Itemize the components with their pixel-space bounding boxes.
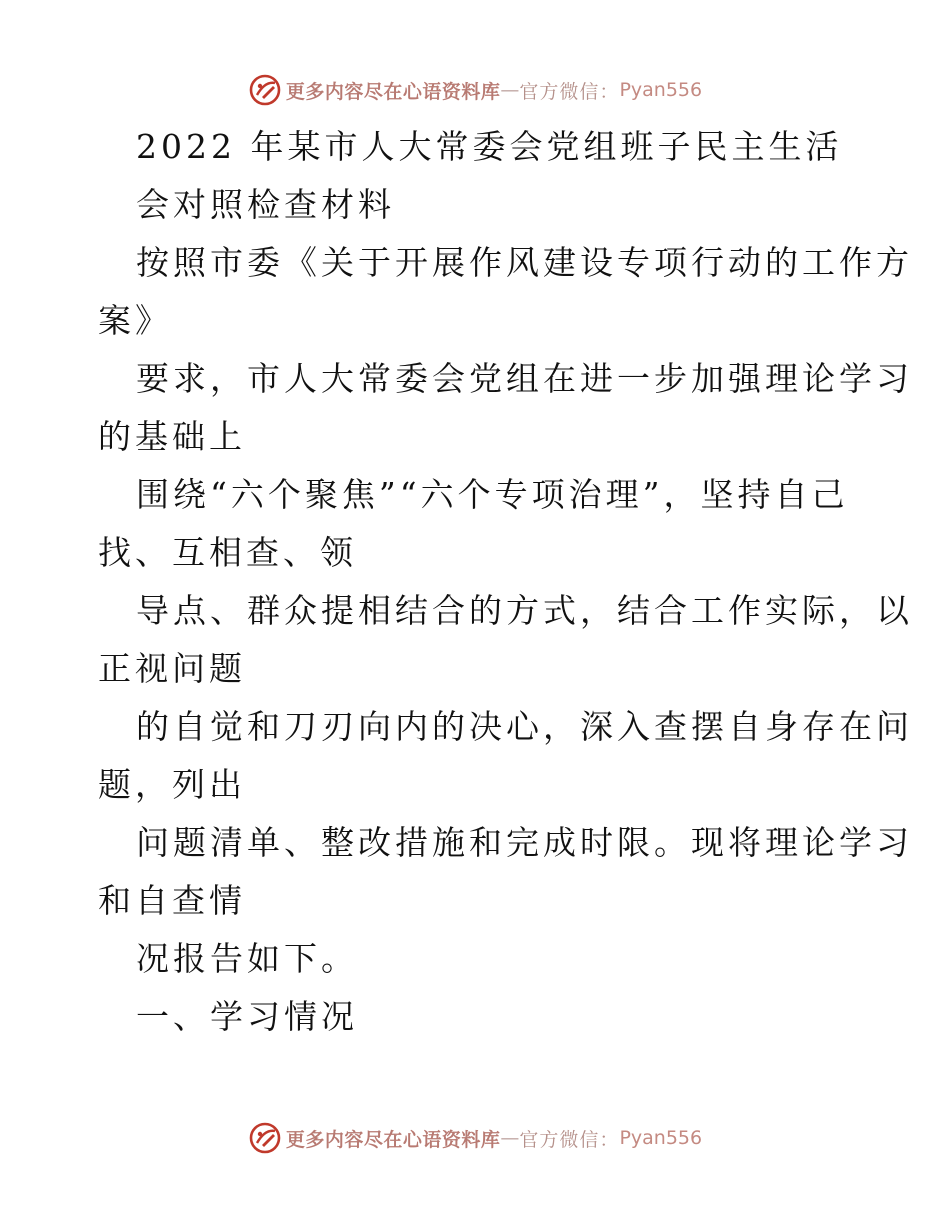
watermark-brand: 更多内容尽在心语资料库 [285, 80, 501, 103]
paragraph-line: 导点、群众提相结合的方式，结合工作实际，以 [136, 591, 913, 630]
header-watermark [0, 70, 950, 110]
document-body [98, 118, 913, 1046]
paragraph-line: 问题清单、整改措施和完成时限。现将理论学习 [136, 823, 913, 862]
watermark-label: 官方微信： [519, 1128, 620, 1151]
watermark-separator: — [500, 79, 520, 101]
footer-watermark [0, 1118, 950, 1158]
paragraph-line: 的基础上 [98, 417, 246, 456]
paragraph-line: 况报告如下。 [136, 939, 358, 978]
paragraph-line: 找、互相查、领 [98, 533, 357, 572]
title-line-1: 2022 年某市人大常委会党组班子民主生活 [136, 127, 843, 166]
watermark-separator: — [500, 1127, 520, 1149]
paragraph-line: 正视问题 [98, 649, 246, 688]
watermark-wechat-id: Pyan556 [619, 79, 703, 101]
title-line-2: 会对照检查材料 [136, 185, 395, 224]
paragraph-line: 要求，市人大常委会党组在进一步加强理论学习 [136, 359, 913, 398]
watermark-brand: 更多内容尽在心语资料库 [285, 1128, 501, 1151]
paragraph-line: 和自查情 [98, 881, 246, 920]
section-heading: 一、学习情况 [136, 997, 358, 1036]
paragraph-line: 题，列出 [98, 765, 246, 804]
paragraph-line: 围绕“六个聚焦”“六个专项治理”，坚持自己 [136, 475, 849, 514]
paragraph-line: 按照市委《关于开展作风建设专项行动的工作方 [136, 243, 913, 282]
brand-logo-icon [248, 1121, 282, 1155]
paragraph-line: 案》 [98, 301, 172, 340]
watermark-label: 官方微信： [519, 80, 620, 103]
brand-logo-icon [248, 73, 282, 107]
watermark-wechat-id: Pyan556 [619, 1127, 703, 1149]
paragraph-line: 的自觉和刀刃向内的决心，深入查摆自身存在问 [136, 707, 913, 746]
